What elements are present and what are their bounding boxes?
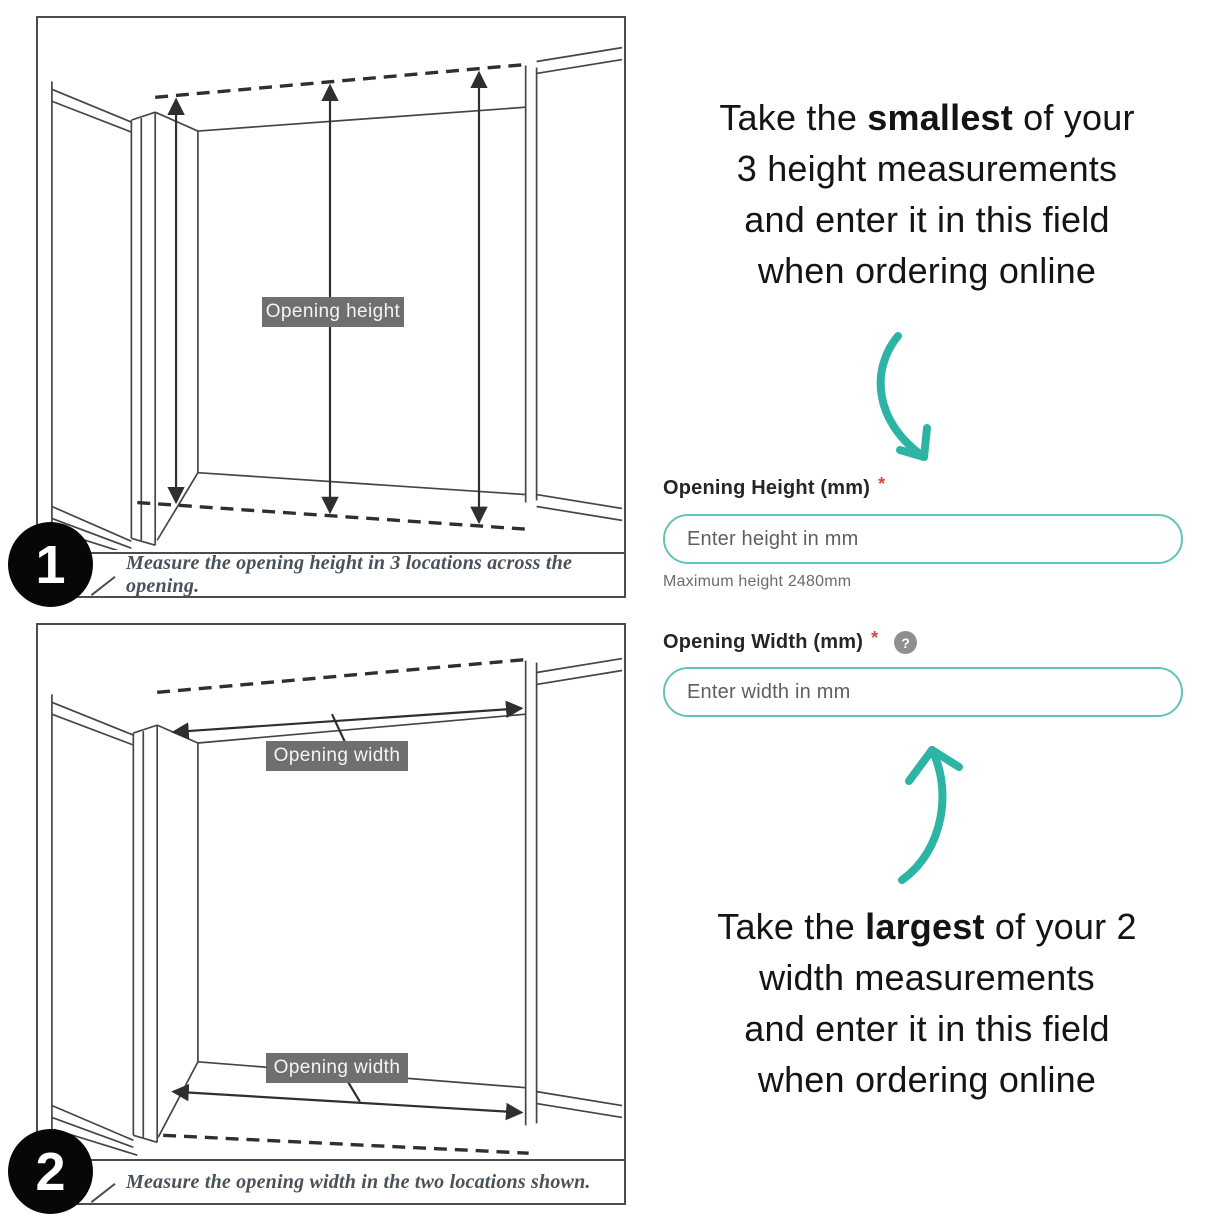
opening-height-diagram [36,16,626,598]
height-instruction-text: Take the smallest of your 3 height measurements and enter it in this field when ordering online [719,97,1135,291]
max-height-helper-text: Maximum height 2480mm [663,573,852,590]
step-2-badge: 2 [8,1129,93,1214]
curved-arrow-down-icon [858,330,968,470]
curved-arrow-up-icon [872,728,982,886]
width-instruction-text: Take the largest of your 2 width measurements and enter it in this field when ordering online [717,906,1137,1100]
opening-height-field-label [663,474,886,500]
opening-width-label-top: Opening width [266,741,408,771]
opening-width-label-bottom: Opening width [266,1053,408,1083]
opening-height-label: Opening height [262,297,404,327]
opening-height-input[interactable] [663,514,1183,564]
field-label-text: Opening Width (mm) [663,631,864,653]
height-diagram-line-art [38,18,624,550]
caption-text: Measure the opening height in 3 locations across the opening. [126,552,573,597]
caption-text: Measure the opening width in the two locations shown. [126,1170,591,1193]
width-diagram-caption [38,1159,624,1203]
height-diagram-drawing [38,18,624,550]
opening-width-field-label [663,628,917,654]
width-diagram-drawing [38,625,624,1157]
required-asterisk: * [878,474,886,494]
height-diagram-caption [38,552,624,596]
help-tooltip-icon[interactable]: ? [894,631,917,654]
opening-width-input[interactable] [663,667,1183,717]
field-label-text: Opening Height (mm) [663,477,871,499]
opening-width-diagram [36,623,626,1205]
required-asterisk: * [871,628,879,648]
step-1-badge: 1 [8,522,93,607]
